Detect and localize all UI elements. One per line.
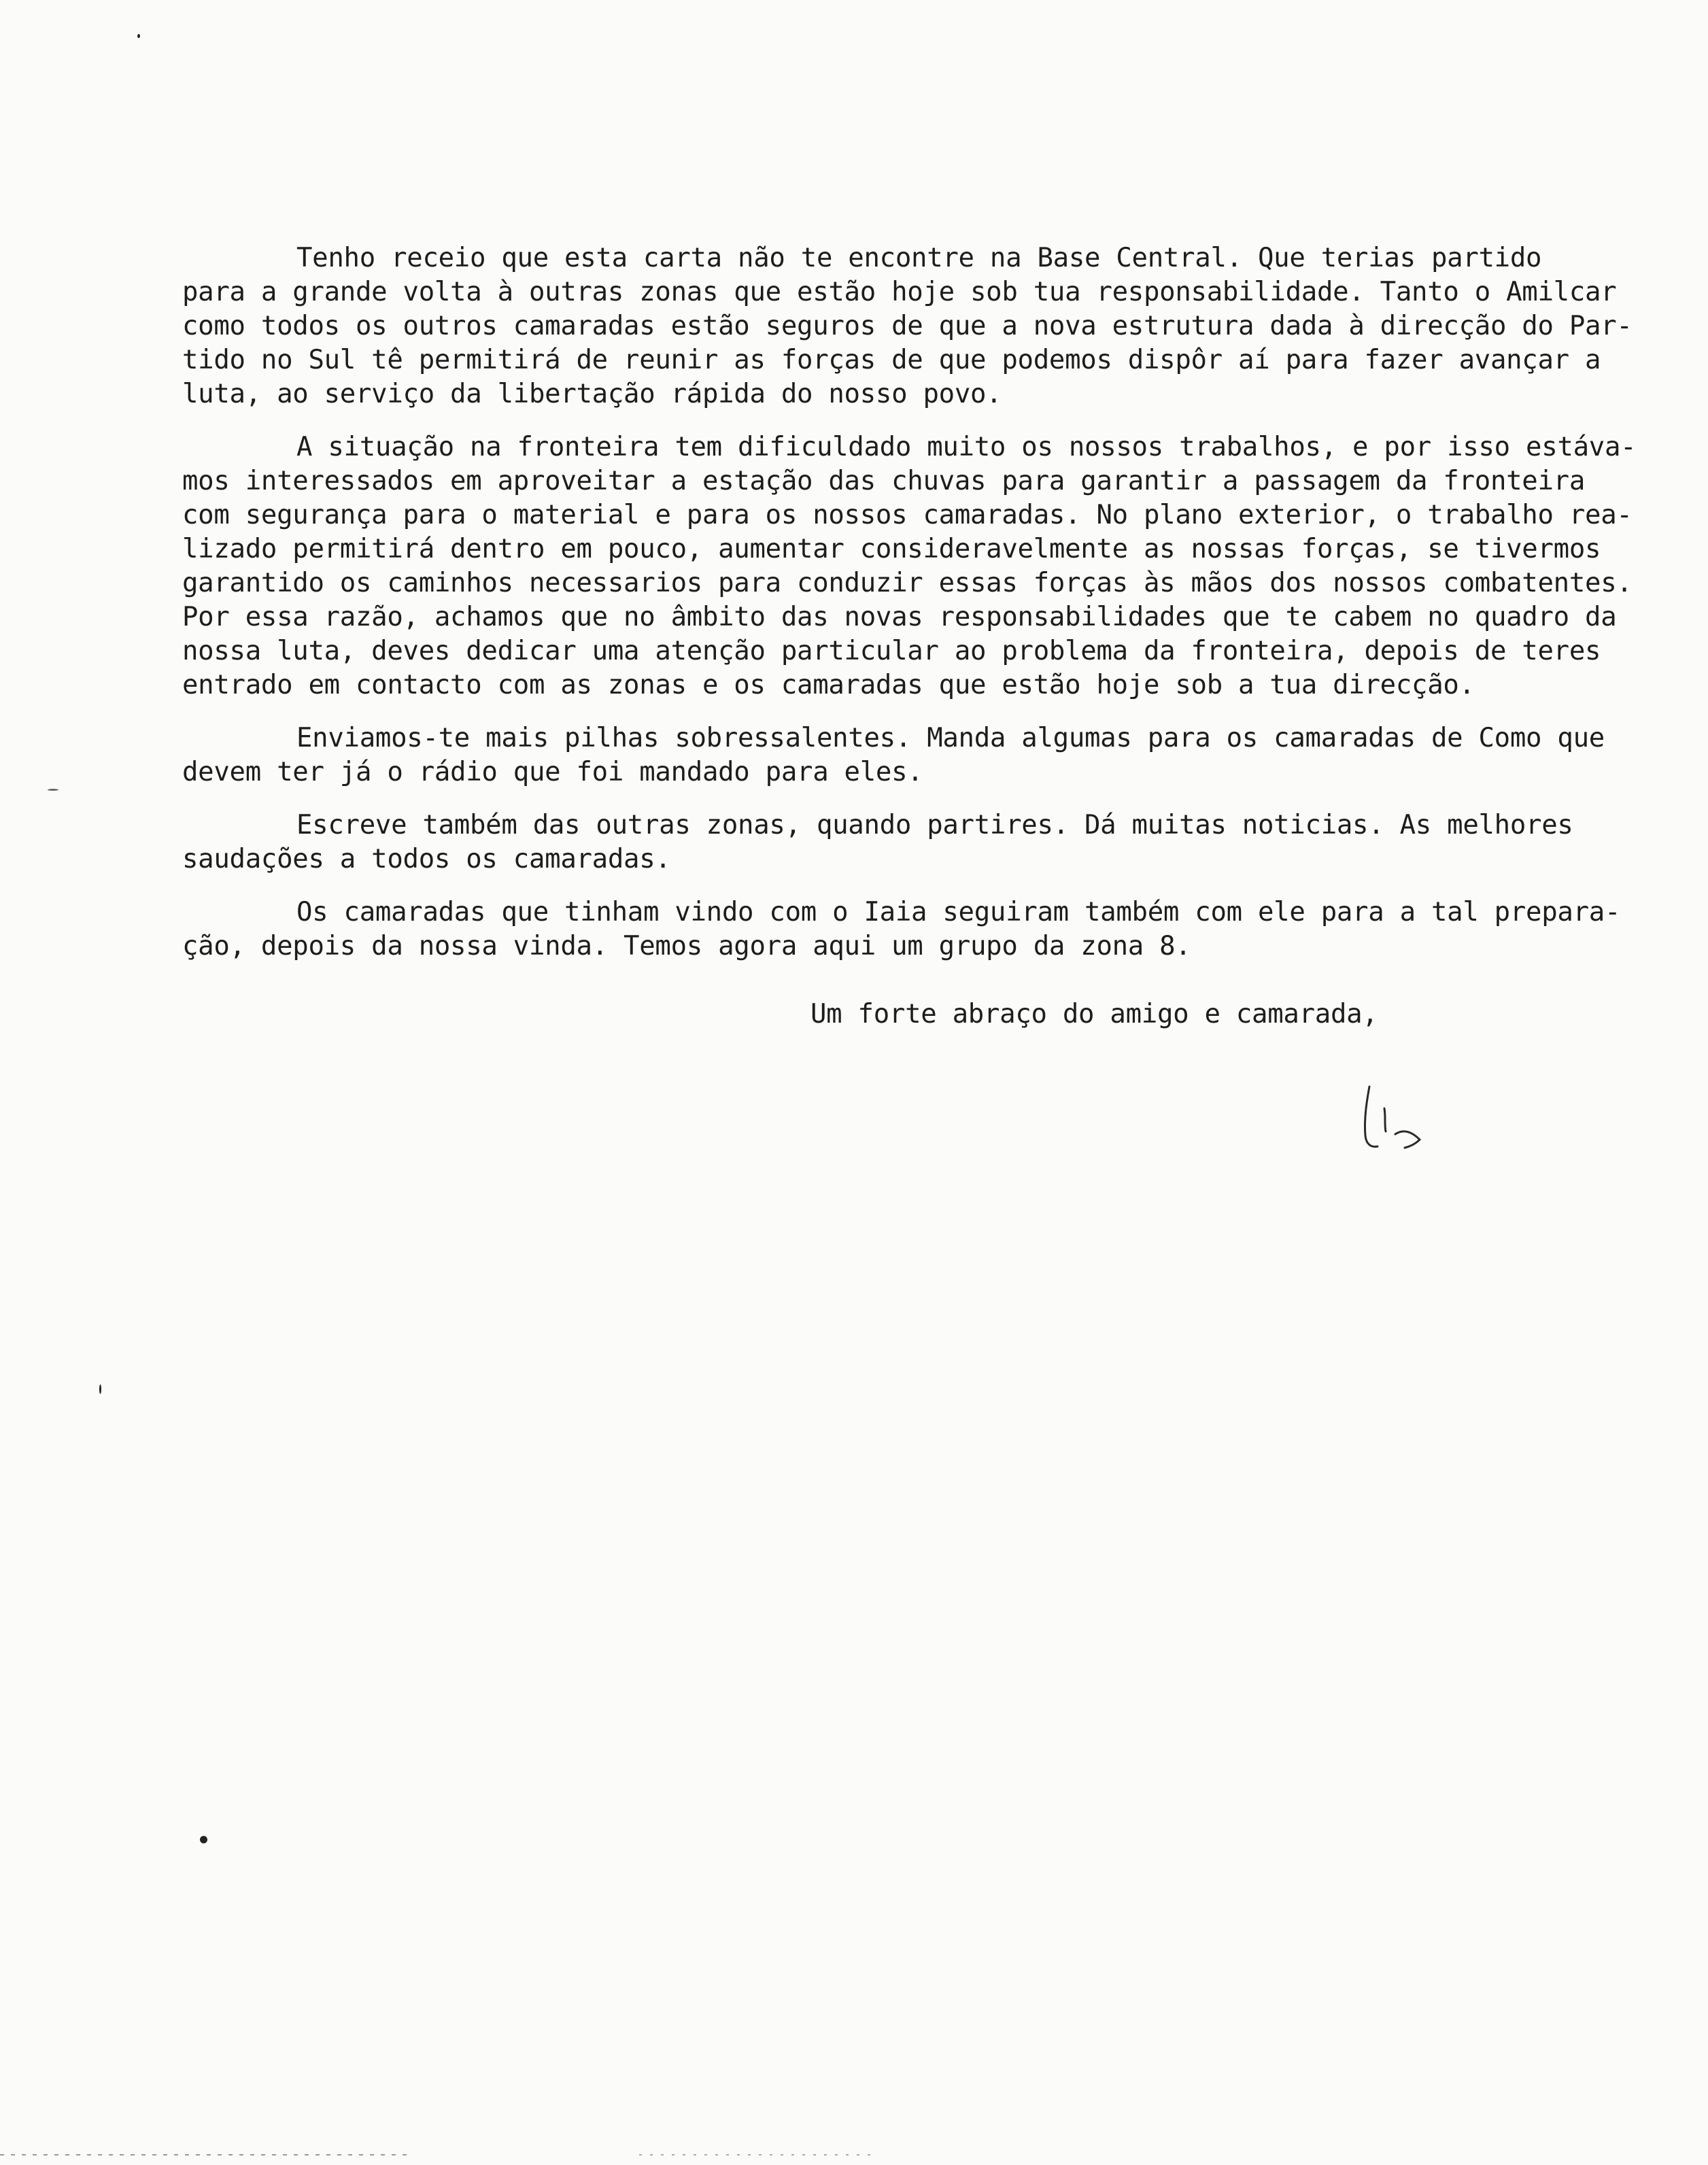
text-line: devem ter já o rádio que foi mandado para eles. xyxy=(182,757,923,787)
text-line: tido no Sul tê permitirá de reunir as forças de que podemos dispôr aí para fazer avançar a xyxy=(182,345,1601,375)
text-line: com segurança para o material e para os nossos camaradas. No plano exterior, o trabalho rea- xyxy=(182,500,1633,530)
paragraph-2 xyxy=(182,430,1640,702)
scan-edge-artifact xyxy=(0,2153,1708,2157)
text-line: Os camaradas que tinham vindo com o Iaia seguiram também com ele para a tal prepara- xyxy=(296,897,1621,927)
text-line: mos interessados em aproveitar a estação das chuvas para garantir a passagem da fronteira xyxy=(182,466,1586,496)
letter-body xyxy=(182,241,1640,983)
paragraph-4 xyxy=(182,808,1640,876)
text-line: saudações a todos os camaradas. xyxy=(182,844,671,874)
text-line: Enviamos-te mais pilhas sobressalentes. Manda algumas para os camaradas de Como que xyxy=(296,723,1605,753)
paragraph-3 xyxy=(182,721,1640,789)
ink-speck xyxy=(137,34,140,38)
paragraph-5 xyxy=(182,896,1640,964)
ink-speck xyxy=(200,1836,207,1843)
paragraph-1 xyxy=(182,241,1640,411)
text-line: entrado em contacto com as zonas e os camaradas que estão hoje sob a tua direcção. xyxy=(182,670,1475,700)
text-line: Por essa razão, achamos que no âmbito das novas responsabilidades que te cabem no quadro da xyxy=(182,602,1617,632)
text-line: Escreve também das outras zonas, quando partires. Dá muitas noticias. As melhores xyxy=(296,810,1573,840)
handwritten-signature xyxy=(1354,1081,1450,1156)
text-line: Tenho receio que esta carta não te encontre na Base Central. Que terias partido xyxy=(296,243,1542,273)
text-line: como todos os outros camaradas estão seguros de que a nova estrutura dada à direcção do Par- xyxy=(182,311,1633,341)
text-line: nossa luta, deves dedicar uma atenção particular ao problema da fronteira, depois de teres xyxy=(182,636,1601,666)
text-line: luta, ao serviço da libertação rápida do nosso povo. xyxy=(182,379,1002,409)
ink-speck xyxy=(48,789,58,791)
text-line: para a grande volta à outras zonas que estão hoje sob tua responsabilidade. Tanto o Amilcar xyxy=(182,277,1617,307)
closing-line: Um forte abraço do amigo e camarada, xyxy=(810,999,1378,1029)
text-line: lizado permitirá dentro em pouco, aumentar consideravelmente as nossas forças, se tivermos xyxy=(182,534,1601,564)
text-line: garantido os caminhos necessarios para conduzir essas forças às mãos dos nossos combatentes. xyxy=(182,568,1633,598)
text-line: ção, depois da nossa vinda. Temos agora aqui um grupo da zona 8. xyxy=(182,931,1191,961)
ink-speck xyxy=(99,1384,101,1394)
text-line: A situação na fronteira tem dificuldado muito os nossos trabalhos, e por isso estáva- xyxy=(296,432,1637,462)
